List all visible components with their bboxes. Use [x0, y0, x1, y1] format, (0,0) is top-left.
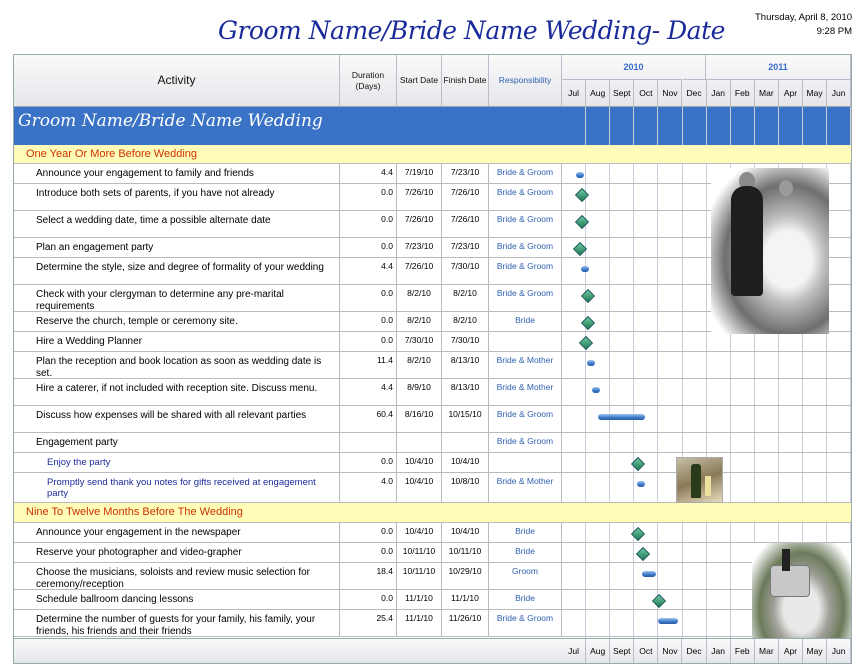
task-start: 11/1/10 — [397, 610, 442, 636]
task-finish: 7/26/10 — [442, 184, 489, 210]
wedding-banner — [14, 107, 851, 145]
month-nov: Nov — [658, 79, 682, 106]
footer-month-feb: Feb — [731, 639, 755, 663]
task-finish: 7/26/10 — [442, 211, 489, 237]
task-duration: 0.0 — [340, 543, 397, 562]
task-duration: 11.4 — [340, 352, 397, 378]
task-row[interactable] — [14, 433, 851, 453]
task-bar[interactable] — [576, 172, 584, 178]
task-finish: 8/13/10 — [442, 379, 489, 405]
task-activity: Engagement party — [14, 433, 340, 452]
task-start: 7/23/10 — [397, 238, 442, 257]
couple-photo — [711, 168, 829, 334]
footer-month-jul: Jul — [562, 639, 586, 663]
task-bar[interactable] — [642, 571, 656, 577]
task-finish: 7/23/10 — [442, 238, 489, 257]
task-activity: Check with your clergyman to determine any pre-marital requirements — [14, 285, 340, 311]
task-row[interactable] — [14, 523, 851, 543]
task-activity: Choose the musicians, soloists and review music selection for ceremony/reception — [14, 563, 340, 589]
task-duration: 4.4 — [340, 379, 397, 405]
task-responsibility: Bride & Groom — [489, 610, 562, 636]
task-finish: 7/23/10 — [442, 164, 489, 183]
task-duration: 4.4 — [340, 258, 397, 284]
task-activity: Plan an engagement party — [14, 238, 340, 257]
task-activity: Announce your engagement to family and friends — [14, 164, 340, 183]
month-jan: Jan — [707, 79, 731, 106]
header-duration[interactable]: Duration (Days) — [340, 55, 397, 106]
task-start: 8/16/10 — [397, 406, 442, 432]
task-responsibility — [489, 453, 562, 472]
header-activity[interactable]: Activity — [14, 55, 340, 106]
section-title: Nine To Twelve Months Before The Wedding — [26, 506, 243, 518]
task-activity: Determine the number of guests for your family, his family, your friends, his friends and their friends — [14, 610, 340, 636]
task-duration — [340, 433, 397, 452]
task-finish: 10/4/10 — [442, 453, 489, 472]
task-finish: 8/2/10 — [442, 312, 489, 331]
task-finish: 10/11/10 — [442, 543, 489, 562]
task-finish: 8/13/10 — [442, 352, 489, 378]
task-start: 7/19/10 — [397, 164, 442, 183]
task-activity: Reserve your photographer and video-grapher — [14, 543, 340, 562]
task-responsibility: Bride & Mother — [489, 352, 562, 378]
month-oct: Oct — [634, 79, 658, 106]
section-title: One Year Or More Before Wedding — [26, 148, 198, 160]
header-start[interactable]: Start Date — [397, 55, 442, 106]
print-date — [755, 11, 852, 39]
task-finish: 7/30/10 — [442, 258, 489, 284]
task-activity: Introduce both sets of parents, if you have not already — [14, 184, 340, 210]
task-row[interactable] — [14, 590, 851, 610]
task-activity: Enjoy the party — [14, 453, 340, 472]
task-row[interactable] — [14, 352, 851, 379]
task-start: 10/11/10 — [397, 563, 442, 589]
month-jun: Jun — [827, 79, 851, 106]
task-finish: 7/30/10 — [442, 332, 489, 351]
task-duration: 0.0 — [340, 523, 397, 542]
task-finish: 10/15/10 — [442, 406, 489, 432]
task-finish: 10/8/10 — [442, 473, 489, 502]
year-2010: 2010 — [562, 55, 706, 79]
task-duration: 60.4 — [340, 406, 397, 432]
task-bar[interactable] — [598, 414, 645, 420]
footer-month-nov: Nov — [658, 639, 682, 663]
task-duration: 0.0 — [340, 211, 397, 237]
task-activity: Hire a Wedding Planner — [14, 332, 340, 351]
month-may: May — [803, 79, 827, 106]
task-row[interactable] — [14, 379, 851, 406]
task-duration: 0.0 — [340, 590, 397, 609]
task-responsibility: Bride & Groom — [489, 433, 562, 452]
task-responsibility: Bride & Groom — [489, 184, 562, 210]
month-apr: Apr — [779, 79, 803, 106]
task-start: 10/4/10 — [397, 473, 442, 502]
task-duration: 0.0 — [340, 285, 397, 311]
task-duration: 4.4 — [340, 164, 397, 183]
task-responsibility: Bride & Mother — [489, 379, 562, 405]
task-row[interactable] — [14, 543, 851, 563]
column-header — [14, 55, 851, 107]
footer-month-oct: Oct — [634, 639, 658, 663]
task-activity: Select a wedding date, time a possible alternate date — [14, 211, 340, 237]
month-mar: Mar — [755, 79, 779, 106]
month-aug: Aug — [586, 79, 610, 106]
task-duration: 0.0 — [340, 238, 397, 257]
task-responsibility: Bride & Mother — [489, 473, 562, 502]
task-bar[interactable] — [658, 618, 677, 624]
task-finish: 10/4/10 — [442, 523, 489, 542]
task-responsibility: Bride — [489, 523, 562, 542]
footer-month-jan: Jan — [707, 639, 731, 663]
footer-month-may: May — [803, 639, 827, 663]
task-activity: Determine the style, size and degree of formality of your wedding — [14, 258, 340, 284]
task-finish: 10/29/10 — [442, 563, 489, 589]
task-activity: Hire a caterer, if not included with reception site. Discuss menu. — [14, 379, 340, 405]
task-finish: 11/1/10 — [442, 590, 489, 609]
month-jul: Jul — [562, 79, 586, 106]
task-row[interactable] — [14, 332, 851, 352]
task-start: 7/26/10 — [397, 184, 442, 210]
task-start: 10/4/10 — [397, 523, 442, 542]
section-header[interactable] — [14, 503, 851, 523]
footer-month-sept: Sept — [610, 639, 634, 663]
task-start: 8/2/10 — [397, 285, 442, 311]
task-row[interactable] — [14, 563, 851, 590]
task-responsibility: Bride & Groom — [489, 406, 562, 432]
task-start: 7/26/10 — [397, 211, 442, 237]
banner-title: Groom Name/Bride Name Wedding — [18, 111, 323, 131]
champagne-photo — [676, 457, 723, 503]
task-responsibility: Bride & Groom — [489, 238, 562, 257]
year-2011: 2011 — [706, 55, 851, 79]
task-start: 8/2/10 — [397, 352, 442, 378]
task-start: 7/30/10 — [397, 332, 442, 351]
task-finish: 8/2/10 — [442, 285, 489, 311]
task-responsibility: Bride — [489, 543, 562, 562]
task-start: 7/26/10 — [397, 258, 442, 284]
task-activity: Plan the reception and book location as soon as wedding date is set. — [14, 352, 340, 378]
task-activity: Promptly send thank you notes for gifts received at engagement party — [14, 473, 340, 502]
task-responsibility: Bride & Groom — [489, 285, 562, 311]
task-activity: Announce your engagement in the newspaper — [14, 523, 340, 542]
task-row[interactable] — [14, 406, 851, 433]
footer-month-dec: Dec — [683, 639, 707, 663]
task-responsibility: Bride — [489, 312, 562, 331]
task-duration: 4.0 — [340, 473, 397, 502]
footer-month-jun: Jun — [827, 639, 851, 663]
task-duration: 18.4 — [340, 563, 397, 589]
task-responsibility: Bride & Groom — [489, 258, 562, 284]
task-responsibility: Bride & Groom — [489, 211, 562, 237]
task-start: 8/2/10 — [397, 312, 442, 331]
footer-month-mar: Mar — [755, 639, 779, 663]
task-activity: Discuss how expenses will be shared with all relevant parties — [14, 406, 340, 432]
task-finish: 11/26/10 — [442, 610, 489, 636]
task-row[interactable] — [14, 610, 851, 637]
task-responsibility: Bride — [489, 590, 562, 609]
date-line: Thursday, April 8, 2010 — [755, 12, 852, 23]
time-line: 9:28 PM — [816, 26, 852, 37]
document-title: Groom Name/Bride Name Wedding- Date — [218, 16, 725, 45]
task-start: 10/4/10 — [397, 453, 442, 472]
month-feb: Feb — [731, 79, 755, 106]
task-activity: Schedule ballroom dancing lessons — [14, 590, 340, 609]
task-start: 8/9/10 — [397, 379, 442, 405]
task-duration: 0.0 — [340, 453, 397, 472]
task-responsibility: Bride & Groom — [489, 164, 562, 183]
footer-month-scale — [14, 638, 851, 663]
footer-month-aug: Aug — [586, 639, 610, 663]
task-start: 11/1/10 — [397, 590, 442, 609]
task-activity: Reserve the church, temple or ceremony site. — [14, 312, 340, 331]
task-start: 10/11/10 — [397, 543, 442, 562]
task-duration: 0.0 — [340, 332, 397, 351]
task-finish — [442, 433, 489, 452]
task-row[interactable] — [14, 473, 851, 503]
section-header[interactable] — [14, 145, 851, 164]
task-row[interactable] — [14, 453, 851, 473]
header-finish[interactable]: Finish Date — [442, 55, 489, 106]
header-responsibility[interactable]: Responsibility — [489, 55, 562, 106]
month-sept: Sept — [610, 79, 634, 106]
task-bar[interactable] — [637, 481, 645, 487]
task-duration: 0.0 — [340, 184, 397, 210]
task-duration: 25.4 — [340, 610, 397, 636]
task-responsibility: Groom — [489, 563, 562, 589]
task-bar[interactable] — [587, 360, 596, 366]
task-duration: 0.0 — [340, 312, 397, 331]
gantt-sheet — [13, 54, 852, 664]
task-responsibility — [489, 332, 562, 351]
task-bar[interactable] — [592, 387, 600, 393]
footer-month-apr: Apr — [779, 639, 803, 663]
month-dec: Dec — [683, 79, 707, 106]
task-start — [397, 433, 442, 452]
